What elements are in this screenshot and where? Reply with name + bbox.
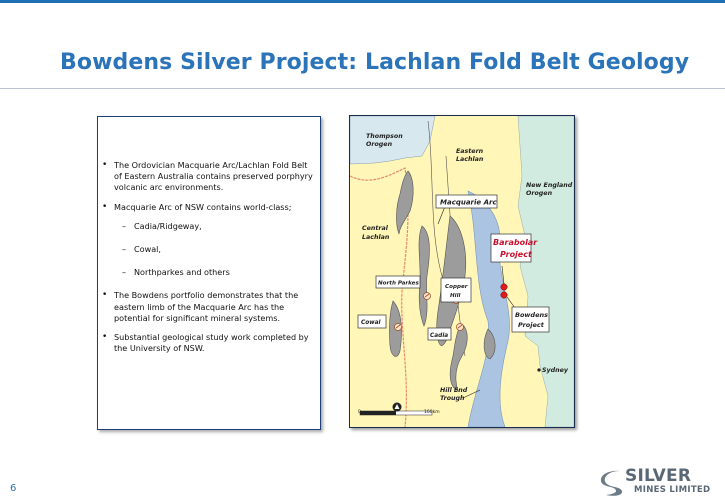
sub-bullet-item: – Northparkes and others [102,267,317,278]
company-logo [600,468,720,498]
new-england-label: New England [526,182,573,189]
page-number: 6 [10,483,17,494]
mine-icon [457,324,464,331]
eastern-lachlan-label: Lachlan [456,156,484,163]
barabolar-marker [501,284,507,290]
cadia-label: Cadia [430,333,449,339]
sub-bullet-item: – Cadia/Ridgeway, [102,221,317,232]
bowdens-label: Project [518,321,544,329]
macquarie-arc-label: Macquarie Arc [440,198,497,207]
logo-swoosh-icon [600,468,626,498]
copper-hill-label: Hill [450,293,461,299]
slide-title: Bowdens Silver Project: Lachlan Fold Belt Geology [60,50,690,75]
sydney-label: Sydney [542,367,569,374]
bullet-item: • Substantial geological study work completed by the University of NSW. [102,332,317,354]
thompson-label: Orogen [366,141,393,148]
bullet-item: • The Bowdens portfolio demonstrates that the eastern limb of the Macquarie Arc has the potential for significant mineral systems. [102,290,317,324]
central-lachlan-label: Central [362,225,388,232]
logo-wordmark: SILVER [625,466,692,486]
mine-icon [395,324,402,331]
cowal-label: Cowal [361,320,381,326]
geology-map [349,115,575,428]
eastern-lachlan-label: Eastern [456,148,484,155]
sydney-dot [537,368,540,371]
new-england-label: Orogen [526,190,553,197]
scale-start: 0 [358,410,361,415]
scale-end: 160km [424,410,440,415]
hill-end-trough-label: Trough [440,395,465,402]
north-parkes-label: North Parkes [378,280,419,287]
logo-subtitle: MINES LIMITED [634,485,711,495]
bowdens-label: Bowdens [515,311,548,319]
central-lachlan-label: Lachlan [362,234,390,241]
title-divider [0,88,725,89]
bullet-list [102,160,317,362]
sub-bullet-item: – Cowal, [102,244,317,255]
bowdens-marker [501,292,507,298]
barabolar-label: Project [500,250,532,259]
top-accent-bar [0,0,725,3]
hill-end-trough-label: Hill End [440,387,468,394]
barabolar-label: Barabolar [493,238,538,247]
geology-map-svg [350,116,574,427]
thompson-label: Thompson [366,133,403,140]
copper-hill-label: Copper [445,284,468,290]
mine-icon [424,293,431,300]
bullet-item: • The Ordovician Macquarie Arc/Lachlan Fold Belt of Eastern Australia contains preserved porphyry volcanic arc environments. [102,160,317,194]
bullet-item: • Macquarie Arc of NSW contains world-class; [102,202,317,213]
